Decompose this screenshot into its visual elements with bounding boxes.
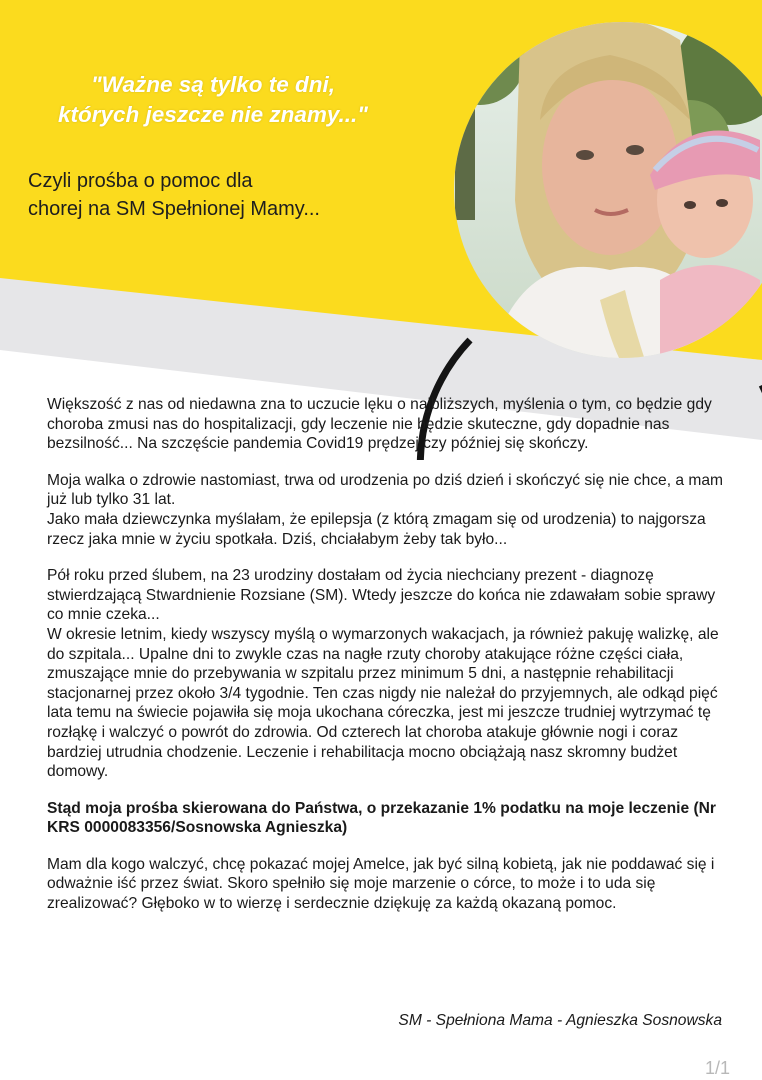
paragraph-epilepsy: Jako mała dziewczynka myślałam, że epilepsja (z którą zmagam się od urodzenia) to najgorsza rzecz jaka mnie w życiu spotkała. Dziś, chciałabym żeby tak było... bbox=[47, 510, 706, 548]
family-photo bbox=[435, 0, 762, 370]
quote-line-1: "Ważne są tylko te dni, bbox=[90, 72, 336, 97]
paragraph-health-struggle: Moja walka o zdrowie nastomiast, trwa od urodzenia po dziś dzień i skończyć się nie chce, a mam już lub tylko 31 lat. bbox=[47, 471, 724, 509]
paragraph-hospital: W okresie letnim, kiedy wszyscy myślą o wymarzonych wakacjach, ja również pakuję walizkę, ale do szpitala... Upalne dni to zwykle czas na nagłe rzuty choroby atakujące różne części ciała, zmuszające mnie do przebywania w szpitalu przez minimum 5 dni, a następnie rehabilitacji stacjonarnej przez około 3/4 tygodnie. Ten czas nigdy nie należał do przyjemnych, ale odkąd pięć lata temu na świecie pojawiła się moja ukochana córeczka, jest mi jeszcze trudniej wytrzymać tę rozłąkę i walczyć o powrót do zdrowia. Od czterech lat choroba atakuje głównie nogi i coraz bardziej utrudnia chodzenie. Leczenie i rehabilitacja mocno obciążają nasz skromny budżet domowy. bbox=[47, 625, 719, 781]
paragraph-intro: Większość z nas od niedawna zna to uczucie lęku o najbliższych, myślenia o tym, co będzie gdy choroba zmusi nas do hospitalizacji, gdy leczenie nie będzie skuteczne, gdy dopadnie nas bezsilność... Na szczęście pandemia Covid19 prędzej czy później się skończy. bbox=[47, 396, 712, 453]
letter-body bbox=[47, 395, 727, 931]
photo-area bbox=[0, 0, 762, 460]
header-quote bbox=[8, 70, 418, 130]
paragraph-closing: Mam dla kogo walczyć, chcę pokazać mojej Amelce, jak być silną kobietą, jak nie poddawać się i odważnie iść przez świat. Skoro spełniło się moje marzenie o córce, to może i to uda się zrealizować? Głęboko w to wierzę i serdecznie dziękuję za każdą okazaną pomoc. bbox=[47, 855, 715, 913]
subtitle-line-2: chorej na SM Spełnionej Mamy... bbox=[28, 198, 320, 220]
page-indicator: 1/1 bbox=[704, 1058, 730, 1078]
signature: SM - Spełniona Mama - Agnieszka Sosnowska bbox=[398, 1012, 722, 1029]
paragraph-diagnosis: Pół roku przed ślubem, na 23 urodziny dostałam od życia niechciany prezent - diagnozę stwierdzającą Stwardnienie Rozsiane (SM). Wtedy jeszcze do końca nie zdawałam sobie sprawy co mnie czeka... bbox=[47, 567, 716, 624]
paragraph-request: Stąd moja prośba skierowana do Państwa, o przekazanie 1% podatku na moje leczenie (Nr KRS 0000083356/Sosnowska Agnieszka) bbox=[47, 799, 716, 837]
quote-line-2: których jeszcze nie znamy..." bbox=[58, 102, 368, 127]
subtitle-line-1: Czyli prośba o pomoc dla bbox=[28, 170, 253, 192]
header-subtitle bbox=[28, 167, 448, 223]
